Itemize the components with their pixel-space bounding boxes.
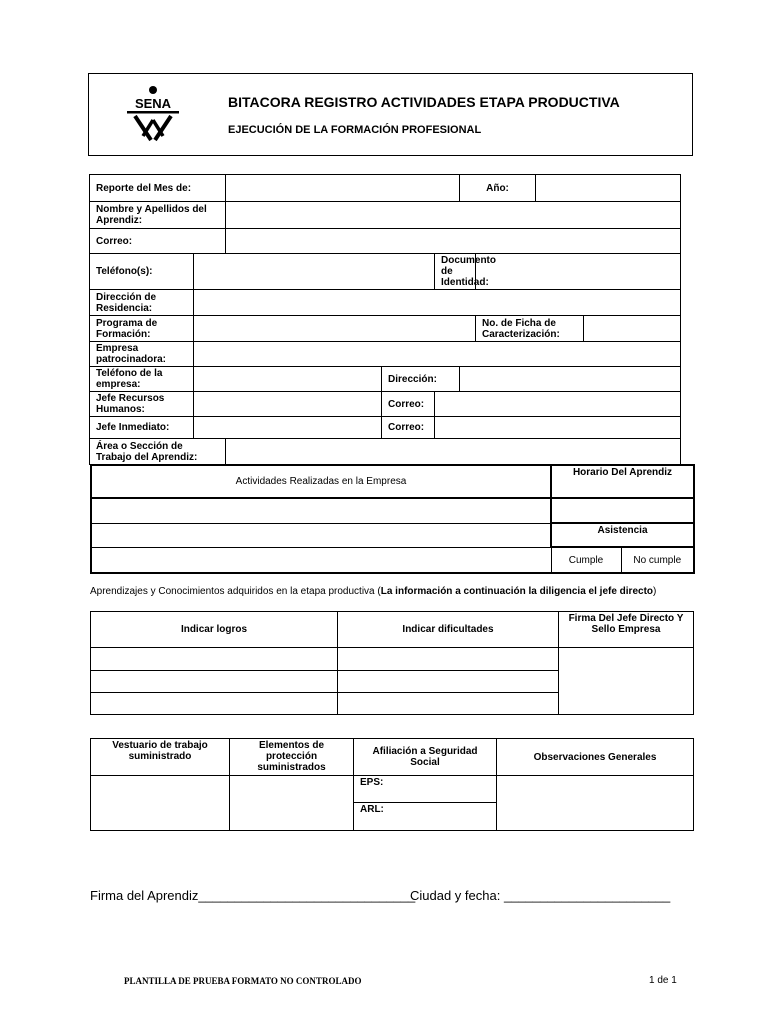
page-subtitle: EJECUCIÓN DE LA FORMACIÓN PROFESIONAL	[228, 124, 482, 136]
afiliacion-header: Afiliación a Seguridad Social	[354, 739, 497, 776]
header-box	[88, 73, 693, 156]
aprendizajes-intro	[90, 586, 656, 597]
firma-jefe-header: Firma Del Jefe Directo Y Sello Empresa	[559, 612, 694, 648]
vestuario-header: Vestuario de trabajo suministrado	[91, 739, 230, 776]
input-programa[interactable]	[194, 316, 476, 342]
no-cumple-option[interactable]: No cumple	[621, 547, 694, 573]
label-anio: Año:	[460, 175, 536, 202]
intro-bold-text: La información a continuación la diligencia el jefe directo	[380, 586, 654, 597]
input-jefe-rrhh[interactable]	[194, 392, 382, 417]
intro-text: Aprendizajes y Conocimientos adquiridos en la etapa productiva (	[90, 586, 381, 597]
logro-row-1[interactable]	[91, 648, 338, 671]
label-empresa: Empresa patrocinadora:	[90, 342, 194, 367]
input-empresa[interactable]	[194, 342, 681, 367]
input-direccion-residencia[interactable]	[194, 290, 681, 316]
input-nombre[interactable]	[226, 202, 681, 229]
cumple-option[interactable]: Cumple	[551, 547, 621, 573]
input-direccion[interactable]	[460, 367, 681, 392]
input-area[interactable]	[226, 439, 681, 465]
dificultad-row-3[interactable]	[338, 693, 559, 715]
ciudad-fecha-line[interactable]: Ciudad y fecha: _______________________	[410, 888, 671, 903]
input-correo-rrhh[interactable]	[435, 392, 681, 417]
elementos-input[interactable]	[230, 776, 354, 831]
label-telefono-empresa: Teléfono de la empresa:	[90, 367, 194, 392]
page-title: BITACORA REGISTRO ACTIVIDADES ETAPA PRODUCTIVA	[228, 94, 620, 110]
asistencia-header: Asistencia	[551, 523, 694, 547]
label-jefe-inmediato: Jefe Inmediato:	[90, 417, 194, 439]
observaciones-input[interactable]	[497, 776, 694, 831]
arl-field[interactable]: ARL:	[354, 803, 497, 831]
activity-row-2[interactable]	[91, 523, 551, 547]
horario-input[interactable]	[551, 498, 694, 523]
sena-logo	[123, 84, 183, 144]
label-reporte-mes: Reporte del Mes de:	[90, 175, 226, 202]
vestuario-input[interactable]	[91, 776, 230, 831]
label-programa: Programa de Formación:	[90, 316, 194, 342]
logro-row-2[interactable]	[91, 671, 338, 693]
logros-header: Indicar logros	[91, 612, 338, 648]
label-area: Área o Sección de Trabajo del Aprendiz:	[90, 439, 226, 465]
dificultad-row-2[interactable]	[338, 671, 559, 693]
input-correo[interactable]	[226, 229, 681, 254]
eps-field[interactable]: EPS:	[354, 776, 497, 803]
firma-aprendiz-line[interactable]: Firma del Aprendiz______________________________	[90, 888, 416, 903]
student-info-table	[89, 174, 681, 465]
label-documento: Documento de Identidad:	[435, 254, 476, 290]
seguridad-table	[90, 738, 694, 831]
intro-end-text: )	[653, 586, 657, 597]
input-jefe-inmediato[interactable]	[194, 417, 382, 439]
activity-row-1[interactable]	[91, 498, 551, 523]
input-correo-jefe[interactable]	[435, 417, 681, 439]
label-direccion: Dirección:	[382, 367, 460, 392]
horario-header: Horario Del Aprendiz	[551, 465, 694, 498]
label-telefono: Teléfono(s):	[90, 254, 194, 290]
logros-table	[90, 611, 694, 715]
activities-table	[90, 464, 695, 574]
dificultad-row-1[interactable]	[338, 648, 559, 671]
input-documento[interactable]	[476, 254, 681, 290]
input-telefono-empresa[interactable]	[194, 367, 382, 392]
label-direccion-residencia: Dirección de Residencia:	[90, 290, 194, 316]
footer-note: PLANTILLA DE PRUEBA FORMATO NO CONTROLADO	[124, 976, 362, 986]
label-correo-rrhh: Correo:	[382, 392, 435, 417]
page-number: 1 de 1	[649, 975, 677, 986]
firma-jefe-area[interactable]	[559, 648, 694, 715]
logro-row-3[interactable]	[91, 693, 338, 715]
input-ficha[interactable]	[584, 316, 681, 342]
observaciones-header: Observaciones Generales	[497, 739, 694, 776]
label-correo: Correo:	[90, 229, 226, 254]
input-telefono[interactable]	[194, 254, 435, 290]
dificultades-header: Indicar dificultades	[338, 612, 559, 648]
activities-header: Actividades Realizadas en la Empresa	[91, 465, 551, 498]
activity-row-3[interactable]	[91, 547, 551, 573]
input-anio[interactable]	[536, 175, 681, 202]
label-correo-jefe: Correo:	[382, 417, 435, 439]
label-ficha: No. de Ficha de Caracterización:	[476, 316, 584, 342]
elementos-header: Elementos de protección suministrados	[230, 739, 354, 776]
svg-text:SENA: SENA	[134, 96, 172, 111]
input-reporte-mes[interactable]	[226, 175, 460, 202]
label-jefe-rrhh: Jefe Recursos Humanos:	[90, 392, 194, 417]
label-nombre: Nombre y Apellidos del Aprendiz:	[90, 202, 226, 229]
